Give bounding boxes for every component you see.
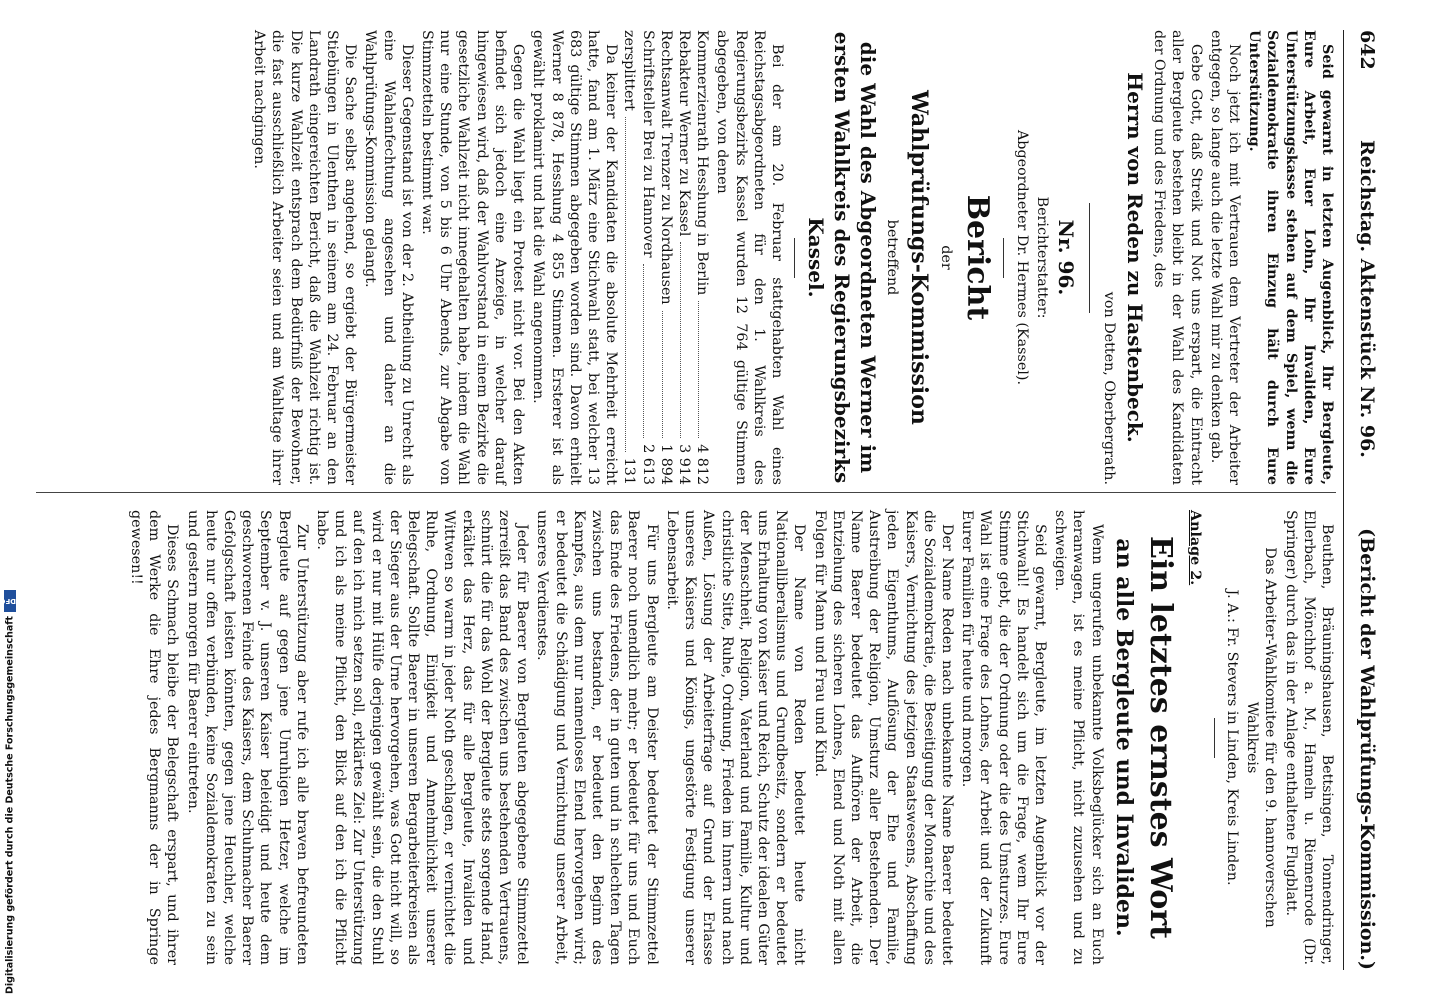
flyer-subtitle: an alle Bergleute und Invaliden. xyxy=(1110,538,1137,937)
warning-paragraph: Seid gewarnt in letzten Augenblick, Ihr Bergleute, Eure Arbeit, Euer Lohn, Ihr Invaliden, Eure Unterstützungskasse stehen auf dem Spiel, wenn die Sozialdemokratie ihren Einzug hält durch Eure Unterstützung. xyxy=(1246,30,1335,485)
betreffend: betreffend xyxy=(884,219,901,296)
paragraph: Beuthen, Bräuningshausen, Bettsingen, Tonnendringer, Ellerbach, Mönchhof a. M., Hameln u. Riemenrode (Dr. Springer) durch das in der Anlage enthaltene Flugblatt. xyxy=(1282,510,1335,965)
dfg-logo: DFG xyxy=(4,590,16,612)
report-der: der xyxy=(938,245,955,270)
column-report xyxy=(248,30,1336,485)
paragraph: Dieser Gegenstand ist von der 2. Abtheilung zu Unrecht als eine Wahlanfechtung angesehen und daher an die Wahlprüfungs-Kommission gelangt. xyxy=(362,30,415,485)
candidate-name: Herrn von Reden zu Hastenbeck. xyxy=(1122,72,1147,443)
rule xyxy=(794,238,795,278)
paragraph: Die Sache selbst angehend, so ergiebt der Bürgermeister Stiebüngen in Ulenthen in seinem am 24. Februar an den Landrath eingereichten Bericht, daß die Wahlzeit richtig ist. Die kurze Wahlzeit entsprach dem Bedürfniß der Bewohner, die fast ausschließlich Arbeiter seien und am Wahltage ihrer Arbeit nachgingen. xyxy=(251,30,359,485)
paragraph: Der Name von Reden bedeutet heute nicht Nationalliberalismus und Grundbesitz, sondern er bedeutet uns Erhaltung von Kaiser und Reich, Schutz der idealen Güter der Menschheit, Religion, Vaterland und Familie, Kultur und christliche Sitte, Ruhe, Ordnung, Frieden im Innern und nach Außen, Lösung der Arbeiterfrage auf Grund der Erlasse unseres Kaisers und Königs, ungestörte Festigung unserer Lebensarbeit. xyxy=(663,510,808,965)
commission-name: Wahlprüfungs-Kommission xyxy=(906,90,933,425)
vote-list xyxy=(620,30,711,485)
digitization-credit xyxy=(0,597,17,994)
paragraph: Gegen die Wahl liegt ein Protest nicht vor. Bei den Akten befindet sich jedoch eine Anzeige, in welcher darauf hingewiesen wird, daß der Wahlvorstand in einem Bezirke die gesetzliche Wahlzeit nicht innegehalten habe, indem die Wahl nur eine Stunde, von 5 bis 6 Uhr Abends, zur Abgabe von Stimmzetteln bestimmt war. xyxy=(419,30,527,485)
paragraph: Wenn ungerufen unbekannte Volksbeglücker sich an Euch heranwagen, ist es meine Pflicht, nicht zuzusehen und zu schweigen. xyxy=(1052,510,1105,965)
paragraph: Zur Unterstützung aber rufe ich alle braven befreundeten Bergleute auf gegen jene Unruhigen Hetzer, welche im September v. J. unseren Kaiser beleidigt und heute dem geschworenen Feinde des Kaisers, dem Schuhmacher Baerer Gefolgschaft leisten könnten, gegen jene Heuchler, welche heute nur offen verbünden, keine Sozialdemokraten zu sein und gestern morgen für Baerer eintreten. xyxy=(184,510,310,965)
paragraph: Dieses Schmach bleibe der Belegschaft erspart, und ihrer dem Werke die Ehre jedes Bergmanns der in Springe gewesen!! xyxy=(128,510,181,965)
rule xyxy=(1003,238,1004,278)
page-number: 642 xyxy=(1356,30,1378,70)
signature: von Detten, Oberbergrath. xyxy=(1100,291,1117,485)
results-intro: Bei der am 20. Februar stattgehabten Wahl eines Reichstagsabgeordneten für den 1. Wahlkreis des Regierungsbezirks Kassel wurden 12 764 gültige Stimmen abgegeben, von denen xyxy=(714,30,785,485)
vote-row: zersplittert 131 xyxy=(621,30,638,485)
report-title: Bericht xyxy=(960,194,996,321)
paragraph: Seid gewarnt, Bergleute, im letzten Augenblick vor der Stichwahl! Es handelt sich um die Frage, wem Ihr Eure Stimme gebt, die der Ordnung oder die des Umsturzes. Eure Wahl ist eine Frage des Lohnes, der Arbeit und der Zukunft Eurer Familien für heute und morgen. xyxy=(959,510,1048,965)
header-title: Reichstag. Aktenstück Nr. 96. xyxy=(1356,139,1378,458)
paragraph: Noch jetzt ich mit Vertrauen dem Vertreter der Arbeiter entgegen, so lange auch die letzte Wahl mir zu denken gab. xyxy=(1207,30,1242,485)
report-number: Nr. 96. xyxy=(1053,219,1078,296)
header-subtitle: (Bericht der Wahlprüfungs-Kommission.) xyxy=(1356,528,1378,970)
section-rule xyxy=(1089,203,1090,313)
paragraph: Für uns Bergleute am Deister bedeutet der Stimmzettel Baerer noch unendlich mehr; er bedeutet für uns und Euch das Ende des Friedens, der in guten und in schlechten Tagen zwischen uns bestanden, er bedeutet den Beginn des Kampfes, aus dem nur namenloses Elend hervorgehen wird; er bedeutet die Schädigung und Vernichtung unserer Arbeit, unseres Verdienstes. xyxy=(534,510,660,965)
committee: Das Arbeiter-Wahlkomitee für den 9. hannoverschen Wahlkreis xyxy=(1244,547,1279,928)
page-header xyxy=(1343,30,1378,970)
paragraph: Gebe Gott, daß Streik und Not uns erspart, die Eintracht aller Bergleute bestehen bleibt in der Wahl des Kandidaten der Ordnung und des Friedens, des xyxy=(1151,30,1204,485)
vote-row: Schriftsteller Brei zu Hannover 2 613 xyxy=(639,30,656,485)
rapporteur: Abgeordneter Dr. Hermes (Kassel). xyxy=(1013,129,1030,386)
vote-row: Rechtsanwalt Trenzer zu Nordhausen 1 894 xyxy=(657,30,674,485)
flyer-title: Ein letztes ernstes Wort xyxy=(1142,536,1178,939)
committee-signature: J. A.: Fr. Stevers in Linden, Kreis Linden. xyxy=(1223,589,1240,886)
paragraph: Da keiner der Kandidaten die absolute Mehrheit erreicht hatte, fand am 1. März eine Stichwahl statt, bei welcher 13 683 gültige Stimmen abgegeben worden sind. Davon erhielt Werner 8 878, Hesshung 4 855 Stimmen. Ersterer ist als gewählt proklamirt und hat die Wahl angenommen. xyxy=(530,30,620,485)
report-subject: die Wahl des Abgeordneten Werner im ersten Wahlkreis des Regierungsbezirks Kassel. xyxy=(803,31,880,484)
paragraph: Jeder für Baerer von Bergleuten abgegebene Stimmzettel zerreißt das Band des zwischen uns bestehenden Vertrauens, schnürt die für das Wohl der Bergleute stets sorgende Hand, erkältet das Herz, das für alle Bergleute, Invaliden und Wittwen so warm in jeder Noth geschlagen, er vernichtet die Ruhe, Ordnung, Einigkeit und Annehmlichkeit unserer Belegschaft. Sollte Baerer in unseren Bergarbeiterkreisen als der Sieger aus der Urne hervorgehen, was Gott nicht will, so wird er nur mit Hülfe derjenigen gewählt sein, die den Stuhl auf den ich mich setzen soll, erklärtes Ziel: Zur Unterstützung und ich als meine Pflicht, den Blick auf den ich die Pflicht habe. xyxy=(314,510,531,965)
vote-row: Rebakteur Werner zu Kassel 3 914 xyxy=(675,30,692,485)
rapporteur-label: Berichterstatter: xyxy=(1033,196,1050,319)
column-divider xyxy=(36,492,1336,493)
rule xyxy=(1214,718,1215,758)
credit-text: Digitalisierung gefördert durch die Deutsche Forschungsgemeinschaft xyxy=(4,616,16,994)
appendix-label: Anlage 2. xyxy=(1186,510,1203,586)
vote-row: Kommerzienrath Hesshung in Berlin 4 812 xyxy=(694,30,711,485)
column-flyer xyxy=(125,510,1336,965)
paragraph: Der Name Reden nach unbekannte Name Baerer bedeutet die Sozialdemokratie, die Beseitigung der Monarchie und des Kaisers, Vernichtung des jetzigen Staatswesens, Abschaffung jeden Eigenthums, Auflösung der Ehe und Familie, Austreibung der Religion, Umsturz aller Bestehenden. Der Name Baerer bedeutet das Aufhören der Arbeit, die Entziehung des sicheren Lohnes, Elend und Noth mit allen Folgen für Mann und Frau und Kind. xyxy=(811,510,955,965)
